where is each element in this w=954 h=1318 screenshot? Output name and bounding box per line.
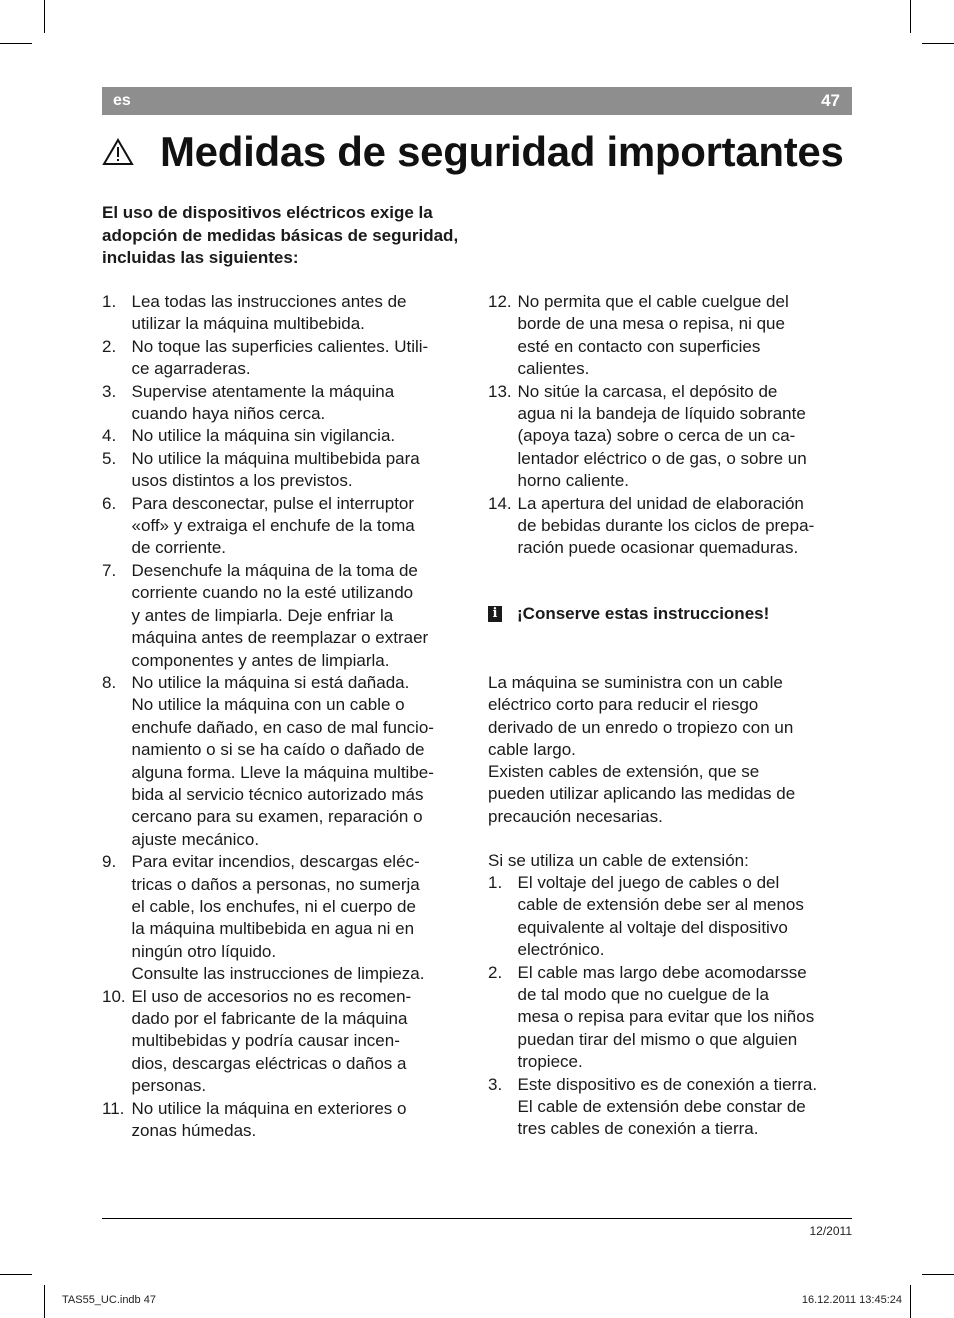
crop-mark bbox=[910, 0, 911, 33]
page-number: 47 bbox=[821, 91, 840, 110]
list-item-line: ningún otro líquido. bbox=[131, 941, 277, 961]
safety-list-right bbox=[488, 291, 858, 560]
list-item-number: 1. bbox=[102, 292, 117, 311]
list-item-number: 9. bbox=[102, 852, 117, 872]
list-item-line: El voltaje del juego de cables o del bbox=[517, 873, 780, 892]
list-item bbox=[488, 872, 858, 962]
crop-mark bbox=[0, 1274, 32, 1275]
list-item bbox=[488, 962, 858, 1074]
crop-mark bbox=[922, 43, 954, 44]
list-item-line: utilizar la máquina multibebida. bbox=[131, 314, 365, 334]
list-item-line: No toque las superficies calientes. Utili- bbox=[131, 336, 429, 356]
list-item-line: corriente cuando no la esté utilizando bbox=[131, 583, 414, 603]
list-item-line: mesa o repisa para evitar que los niños bbox=[517, 1007, 815, 1027]
list-item-line: namiento o si se ha caído o dañado de bbox=[131, 740, 425, 760]
list-item-line: No permita que el cable cuelgue del bbox=[517, 292, 789, 311]
list-item-line: y antes de limpiarla. Deje enfriar la bbox=[131, 605, 394, 625]
cable-paragraph-2 bbox=[488, 761, 858, 828]
list-item-line: No sitúe la carcasa, el depósito de bbox=[517, 381, 778, 401]
paragraph-line: La máquina se suministra con un cable bbox=[488, 673, 783, 692]
slug-timestamp: 16.12.2011 13:45:24 bbox=[801, 1294, 902, 1306]
list-item bbox=[102, 493, 472, 560]
crop-mark bbox=[922, 1274, 954, 1275]
list-item-line: ajuste mecánico. bbox=[131, 829, 260, 849]
list-item bbox=[102, 1098, 472, 1143]
title-text: Medidas de seguridad importantes bbox=[160, 128, 844, 175]
list-item-line: No utilice la máquina sin vigilancia. bbox=[131, 426, 396, 446]
list-item-line: El uso de accesorios no es recomen- bbox=[131, 986, 412, 1006]
list-item-line: de corriente. bbox=[131, 538, 226, 558]
language-code: es bbox=[113, 92, 131, 109]
list-item-number: 4. bbox=[102, 426, 117, 446]
list-item-line: «off» y extraiga el enchufe de la toma bbox=[131, 516, 415, 536]
list-item bbox=[102, 986, 472, 1098]
list-item bbox=[102, 336, 472, 381]
list-item-line: tres cables de conexión a tierra. bbox=[517, 1119, 759, 1139]
list-item-number: 2. bbox=[102, 336, 117, 356]
info-icon: i bbox=[488, 606, 502, 622]
list-item-line: No utilice la máquina con un cable o bbox=[131, 695, 405, 715]
list-item-line: Desenchufe la máquina de la toma de bbox=[131, 560, 418, 580]
crop-mark bbox=[44, 0, 45, 33]
list-item-number: 10. bbox=[102, 986, 126, 1006]
list-item-line: cercano para su examen, reparación o bbox=[131, 807, 423, 827]
extension-list bbox=[488, 872, 858, 1141]
list-item-number: 13. bbox=[488, 381, 512, 401]
list-item-line: La apertura del unidad de elaboración bbox=[517, 493, 804, 513]
list-item-line: esté en contacto con superficies bbox=[517, 336, 761, 356]
list-item-line: No utilice la máquina multibebida para bbox=[131, 448, 420, 468]
list-item-line: El cable de extensión debe constar de bbox=[517, 1097, 806, 1117]
list-item-line: de bebidas durante los ciclos de prepa- bbox=[517, 516, 815, 536]
list-item bbox=[488, 1074, 858, 1141]
list-item-line: la máquina multibebida en agua ni en bbox=[131, 919, 415, 939]
list-item bbox=[102, 560, 472, 672]
list-item-line: Consulte las instrucciones de limpieza. bbox=[131, 964, 425, 984]
list-item-line: componentes y antes de limpiarla. bbox=[131, 650, 390, 670]
list-item-line: calientes. bbox=[517, 359, 590, 379]
list-item-line: electrónico. bbox=[517, 940, 605, 960]
list-item bbox=[102, 851, 472, 985]
list-item-line: horno caliente. bbox=[517, 471, 630, 491]
list-item-line: agua ni la bandeja de líquido sobrante bbox=[517, 404, 806, 424]
list-item-line: equivalente al voltaje del dispositivo bbox=[517, 917, 788, 937]
list-item-line: de tal modo que no cuelgue de la bbox=[517, 985, 769, 1005]
list-item bbox=[488, 381, 858, 493]
footer-date: 12/2011 bbox=[809, 1224, 852, 1238]
list-item-number: 3. bbox=[488, 1074, 503, 1094]
list-item-line: Este dispositivo es de conexión a tierra. bbox=[517, 1074, 818, 1094]
list-item-number: 8. bbox=[102, 672, 117, 692]
list-item-line: cable de extensión debe ser al menos bbox=[517, 895, 804, 915]
list-item-number: 14. bbox=[488, 493, 512, 513]
list-item bbox=[102, 672, 472, 851]
list-item-number: 6. bbox=[102, 493, 117, 513]
list-item-line: tricas o daños a personas, no sumerja bbox=[131, 874, 420, 894]
crop-mark bbox=[910, 1285, 911, 1318]
list-item-line: No utilice la máquina en exteriores o bbox=[131, 1098, 407, 1118]
paragraph-line: derivado de un enredo o tropiezo con un bbox=[488, 717, 794, 737]
list-item-line: personas. bbox=[131, 1076, 207, 1096]
list-item-line: ración puede ocasionar quemaduras. bbox=[517, 538, 799, 558]
list-item-line: multibebidas y podría causar incen- bbox=[131, 1031, 400, 1051]
list-item bbox=[102, 381, 472, 426]
list-item-number: 12. bbox=[488, 292, 512, 311]
list-item-number: 2. bbox=[488, 962, 503, 982]
list-item-line: máquina antes de reemplazar o extraer bbox=[131, 628, 429, 648]
list-item-line: Supervise atentamente la máquina bbox=[131, 381, 395, 401]
list-item bbox=[102, 448, 472, 493]
paragraph-line: eléctrico corto para reducir el riesgo bbox=[488, 695, 759, 715]
paragraph-line: cable largo. bbox=[488, 740, 576, 760]
list-item-number: 1. bbox=[488, 873, 503, 892]
list-item bbox=[102, 425, 472, 447]
crop-mark bbox=[0, 43, 32, 44]
list-item bbox=[102, 291, 472, 336]
list-item-number: 7. bbox=[102, 560, 117, 580]
list-item-line: enchufe dañado, en caso de mal funcio- bbox=[131, 717, 434, 737]
list-item-line: puedan tirar del mismo o que alguien bbox=[517, 1029, 798, 1049]
list-item-line: Lea todas las instrucciones antes de bbox=[131, 292, 407, 311]
list-item bbox=[488, 291, 858, 381]
list-item-line: alguna forma. Lleve la máquina multibe- bbox=[131, 762, 434, 782]
header-bar bbox=[102, 87, 852, 115]
list-item bbox=[488, 493, 858, 560]
intro-text: El uso de dispositivos eléctricos exige la adopción de medidas básicas de seguridad, incluidas las siguientes: bbox=[102, 203, 459, 267]
list-item-line: usos distintos a los previstos. bbox=[131, 471, 353, 491]
list-item-line: lentador eléctrico o de gas, o sobre un bbox=[517, 448, 807, 468]
list-item-line: cuando haya niños cerca. bbox=[131, 404, 326, 424]
crop-mark bbox=[44, 1285, 45, 1318]
list-item-line: dado por el fabricante de la máquina bbox=[131, 1009, 408, 1028]
safety-list-left bbox=[102, 291, 472, 1142]
list-item-number: 11. bbox=[102, 1098, 125, 1118]
paragraph-line: pueden utilizar aplicando las medidas de bbox=[488, 784, 796, 804]
list-item-number: 5. bbox=[102, 448, 117, 468]
list-item-line: (apoya taza) sobre o cerca de un ca- bbox=[517, 426, 796, 446]
paragraph-line: Existen cables de extensión, que se bbox=[488, 762, 760, 781]
list-item-line: bida al servicio técnico autorizado más bbox=[131, 784, 424, 804]
list-item-line: Para evitar incendios, descargas eléc- bbox=[131, 852, 420, 872]
list-item-line: el cable, los enchufes, ni el cuerpo de bbox=[131, 896, 416, 916]
list-item-line: Para desconectar, pulse el interruptor bbox=[131, 493, 415, 513]
cable-paragraph-1 bbox=[488, 672, 858, 762]
extension-intro: Si se utiliza un cable de extensión: bbox=[488, 851, 749, 870]
footer-rule bbox=[102, 1218, 852, 1219]
note-text: ¡Conserve estas instrucciones! bbox=[517, 604, 770, 623]
list-item-number: 3. bbox=[102, 381, 117, 401]
list-item-line: ce agarraderas. bbox=[131, 359, 251, 379]
list-item-line: zonas húmedas. bbox=[131, 1121, 257, 1141]
list-item-line: dios, descargas eléctricas o daños a bbox=[131, 1053, 407, 1073]
list-item-line: borde de una mesa o repisa, ni que bbox=[517, 314, 785, 334]
list-item-line: El cable mas largo debe acomodarsse bbox=[517, 962, 807, 982]
slug-file: TAS55_UC.indb 47 bbox=[62, 1294, 156, 1306]
list-item-line: No utilice la máquina si está dañada. bbox=[131, 672, 410, 692]
list-item-line: tropiece. bbox=[517, 1052, 583, 1072]
paragraph-line: precaución necesarias. bbox=[488, 806, 663, 826]
warning-icon bbox=[102, 138, 134, 166]
